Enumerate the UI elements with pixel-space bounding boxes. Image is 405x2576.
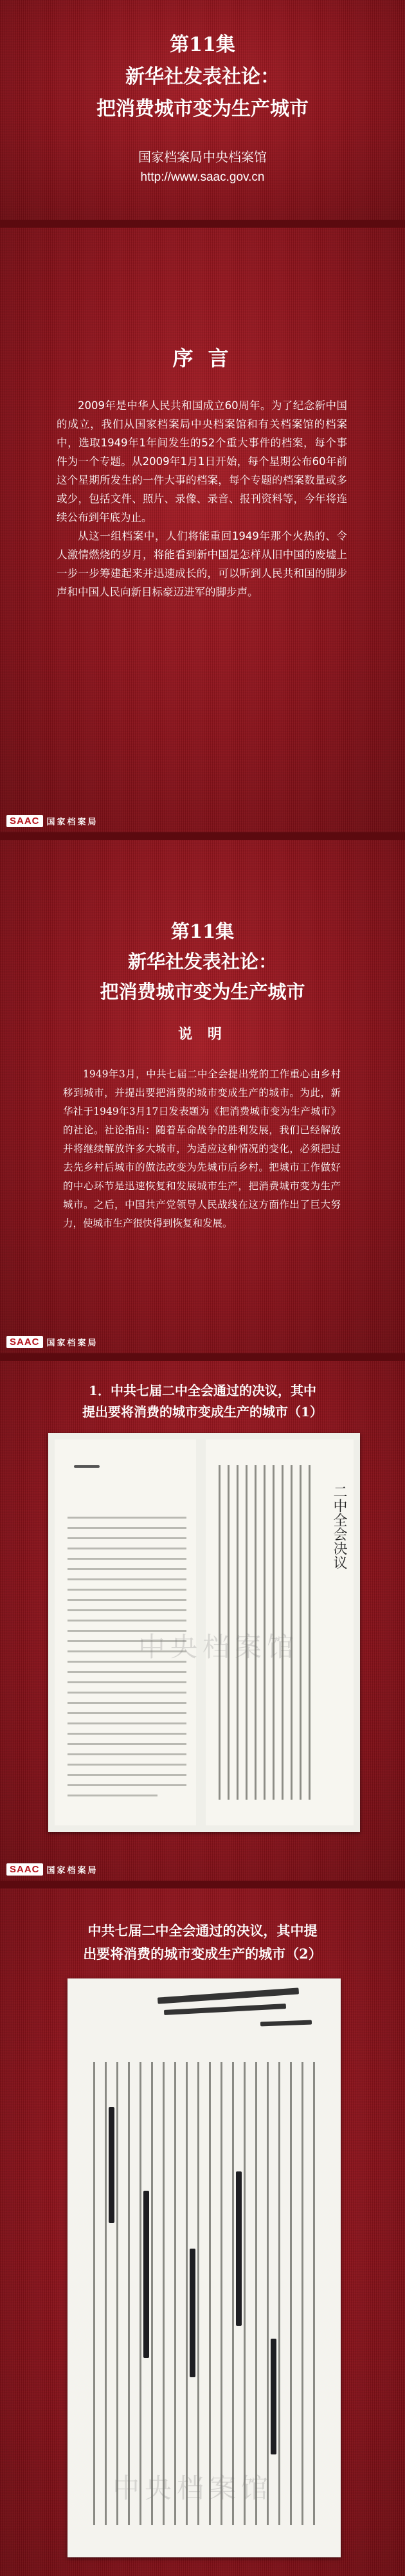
explanation-slide [0,840,405,1353]
redaction-mark [271,2339,276,2454]
website-link[interactable]: http://www.saac.gov.cn [140,170,265,184]
saac-logo: SAAC [6,815,43,827]
saac-logo: SAAC [6,1863,43,1876]
title-slide [0,0,405,220]
document-title-part-2: 决议 [331,1541,347,1569]
footer-logo [6,1336,98,1348]
explanation-paragraph: 1949年3月，中共七届二中全会提出党的工作重心由乡村移到城市，并提出要把消费的城市变成生产的城市。为此，新华社于1949年3月17日发表题为《把消费城市变为生产城市》的社论。社论指出：随着革命战争的胜利发展，我们已经解放并将继续解放许多大城市，为适应这种情况的变化，必须把过去先乡村后城市的做法改变为先城市后乡村。把城市工作做好的中心环节是迅速恢复和发展城市生产，把消费城市变为生产城市。之后，中国共产党领导人民战线在这方面作出了巨大努力，使城市生产很快得到恢复和发展。 [63,1068,341,1229]
episode-label: 第11集 [170,920,235,942]
watermark: 中央档案馆 [138,1631,300,1663]
divider [0,220,405,228]
divider [0,832,405,840]
redaction-mark [143,2191,149,2358]
organization-name: 国家档案局中央档案馆 [138,149,267,165]
document-title-part-1: 二中全会 [331,1484,347,1541]
episode-label: 第11集 [170,33,235,56]
document-slide-1 [0,1361,405,1881]
title-line-2: 把消费城市变为生产城市 [100,981,305,1003]
archive-document-image [48,1433,360,1832]
document-slide-2 [0,1888,405,2576]
saac-name: 国家档案局 [46,818,98,827]
title-line-2: 把消费城市变为生产城市 [96,98,309,120]
saac-name: 国家档案局 [46,1866,98,1876]
divider [0,1353,405,1361]
document-caption-line-1: 中共七届二中全会通过的决议，其中提 [87,1923,318,1939]
preface-heading: 序 言 [172,346,233,370]
preface-body [57,396,347,601]
preface-paragraph: 从这一组档案中，人们将能重回1949年那个火热的、令人激情燃烧的岁月，将能看到新中国是怎样从旧中国的废墟上一步一步筹建起来并迅速成长的，可以听到人民共和国的脚步声和中国人民向新目标豪迈进军的脚步声。 [57,530,347,598]
redaction-mark [109,2107,114,2223]
title-line-1: 新华社发表社论： [127,951,277,973]
document-caption-line-2: 提出要将消费的城市变成生产的城市（1） [82,1404,323,1420]
redaction-mark [236,2171,242,2326]
preface-slide [0,228,405,832]
footer-logo [6,1863,98,1876]
redaction-mark [190,2249,195,2377]
document-caption-line-1: 1．中共七届二中全会通过的决议，其中 [89,1383,316,1398]
document-caption-line-2: 出要将消费的城市变成生产的城市（2） [83,1946,322,1962]
preface-paragraph: 2009年是中华人民共和国成立60周年。为了纪念新中国的成立，我们从国家档案局中央档案馆和有关档案馆的档案中，选取1949年1年间发生的52个重大事件的档案，每个事件为一个专题。从2009年1月1日开始，每个星期公布60年前这个星期所发生的一件大事的档案，每个专题的档案数量或多或少，包括文件、照片、录像、录音、报刊资料等，今年将连续公布到年底为止。 [57,399,347,524]
handwritten-heading [158,1987,299,2004]
saac-logo: SAAC [6,1336,43,1348]
document-title-vertical [323,1484,348,1569]
explanation-subheading: 说 明 [178,1026,227,1043]
footer-logo [6,815,98,827]
saac-name: 国家档案局 [46,1338,98,1348]
watermark: 中央档案馆 [113,2472,274,2504]
archive-document-image [68,1978,341,2557]
explanation-body [63,1065,341,1233]
handwritten-mark [74,1465,100,1468]
divider [0,1881,405,1888]
title-line-1: 新华社发表社论： [125,66,280,88]
